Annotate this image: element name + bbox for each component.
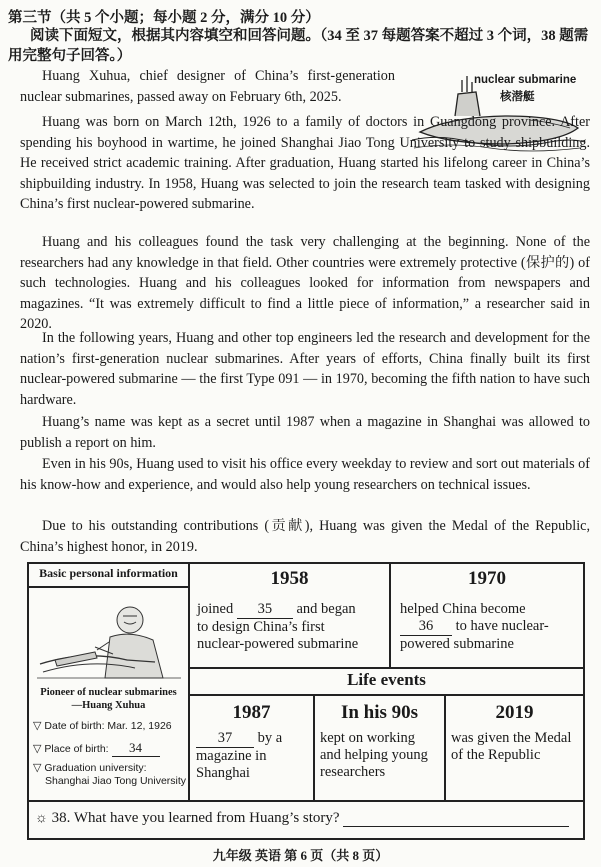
event-2019 — [451, 730, 583, 764]
triangle-bullet-icon: ▽ — [33, 743, 42, 755]
answer-line-38[interactable] — [343, 811, 569, 827]
event-1970-text-b: to have nuclear- — [455, 618, 549, 634]
event-90s-text-b: and helping young — [320, 747, 428, 763]
event-1987-text-b: magazine in — [196, 748, 267, 764]
grad-value: Shanghai Jiao Tong University — [45, 775, 187, 787]
pioneer-title: Pioneer of nuclear submarines — [40, 687, 177, 698]
year-2019: 2019 — [495, 702, 534, 723]
grad-label: Graduation university: — [44, 762, 147, 774]
basic-info-title: Basic personal information — [39, 566, 178, 580]
event-1958-text-a: joined — [197, 601, 234, 617]
passage-paragraph-7: Due to his outstanding contributions (贡献), Huang was given the Medal of the Republic, China’s highest honor, in 2019. — [20, 518, 590, 555]
event-1987-text-a: by a — [257, 730, 283, 746]
passage-paragraph-6: Even in his 90s, Huang used to visit his office every weekday to review and sort out materials of his know-how and experience, and would also help young researchers on technical issues. — [20, 456, 590, 493]
passage-paragraph-5: Huang’s name was kept as a secret until 1987 when a magazine in Shanghai was allowed to publish a report on him. — [20, 414, 590, 451]
event-2019-text-a: was given the Medal — [451, 730, 572, 746]
passage-paragraph-1: Huang Xuhua, chief designer of China’s first-generation nuclear submarines, passed away on February 6th, 2025. — [20, 68, 395, 105]
in-his-90s-header: In his 90s — [340, 702, 419, 723]
event-1970-text-a: helped China become — [400, 601, 526, 617]
question-38-text: 38. What have you learned from Huang’s story? — [51, 810, 340, 826]
year-1970: 1970 — [468, 568, 506, 589]
submarine-label-en: nuclear submarine — [474, 74, 577, 86]
section-instruction: 阅读下面短文，根据其内容填空和回答问题。（34 至 37 每题答案不超过 3 个词，38 题需用完整句子回答。） — [8, 28, 589, 64]
event-1958-text-b: and began — [296, 601, 356, 617]
event-1958 — [197, 601, 387, 653]
graduation-row — [33, 762, 187, 788]
passage-paragraph-3: Huang and his colleagues found the task very challenging at the beginning. None of the researchers had any knowledge in that field. Other countries were extremely protective (保护的) of such technologies. Huang and his colleagues looked for information from newspapers and magazines. “It was extremely difficult to find a little piece of information,” a researcher said in 2020. — [20, 234, 590, 332]
answer-blank-35[interactable]: 35 — [237, 601, 293, 619]
event-1958-text-d: nuclear-powered submarine — [197, 636, 359, 652]
event-1958-text-c: to design China’s first — [197, 619, 325, 635]
answer-blank-37[interactable]: 37 — [196, 730, 254, 748]
section-heading: 第三节（共 5 个小题；每小题 2 分，满分 10 分） — [8, 10, 320, 26]
pob-row — [33, 740, 187, 757]
idea-icon: ☼ — [35, 811, 48, 826]
dob-text: Date of birth: Mar. 12, 1926 — [44, 720, 172, 732]
event-2019-text-b: of the Republic — [451, 747, 541, 763]
page-footer: 九年级 英语 第 6 页（共 8 页） — [212, 848, 389, 863]
question-38 — [35, 810, 580, 827]
pob-label: Place of birth: — [44, 743, 109, 755]
event-1970 — [400, 601, 580, 653]
portrait-sketch-icon — [35, 592, 183, 682]
triangle-bullet-icon: ▽ — [33, 762, 42, 774]
event-1987 — [196, 730, 311, 782]
submarine-label-cn: 核潜艇 — [500, 91, 535, 103]
passage-paragraph-4: In the following years, Huang and other top engineers led the research and development for the nation’s first-generation nuclear submarines. After years of efforts, China finally built its first nuclear-powered submarine — the first Type 091 — in 1970, becoming the fifth nation to have such hardware. — [20, 330, 590, 408]
portrait — [35, 592, 183, 682]
year-1987: 1987 — [232, 702, 271, 723]
event-1987-text-c: Shanghai — [196, 765, 250, 781]
answer-blank-36[interactable]: 36 — [400, 618, 452, 636]
triangle-bullet-icon: ▽ — [33, 720, 42, 732]
summary-table — [27, 562, 585, 840]
life-events-header: Life events — [347, 670, 426, 689]
event-1970-text-c: powered submarine — [400, 636, 514, 652]
dob-row — [33, 719, 187, 732]
answer-blank-34[interactable]: 34 — [112, 740, 160, 757]
event-90s-text-a: kept on working — [320, 730, 416, 746]
pioneer-name: —Huang Xuhua — [71, 700, 146, 711]
year-1958: 1958 — [270, 568, 309, 589]
event-90s-text-c: researchers — [320, 764, 386, 780]
passage-paragraph-2: Huang was born on March 12th, 1926 to a family of doctors in Guangdong province. After spending his boyhood in wartime, he joined Shanghai Jiao Tong University to study shipbuilding. He received strict academic training. After graduation, Huang started his lifelong career in China’s shipbuilding industry. In 1958, Huang was selected to join the research team tasked with designing China’s first nuclear-powered submarine. — [20, 114, 590, 212]
event-90s — [320, 730, 442, 781]
